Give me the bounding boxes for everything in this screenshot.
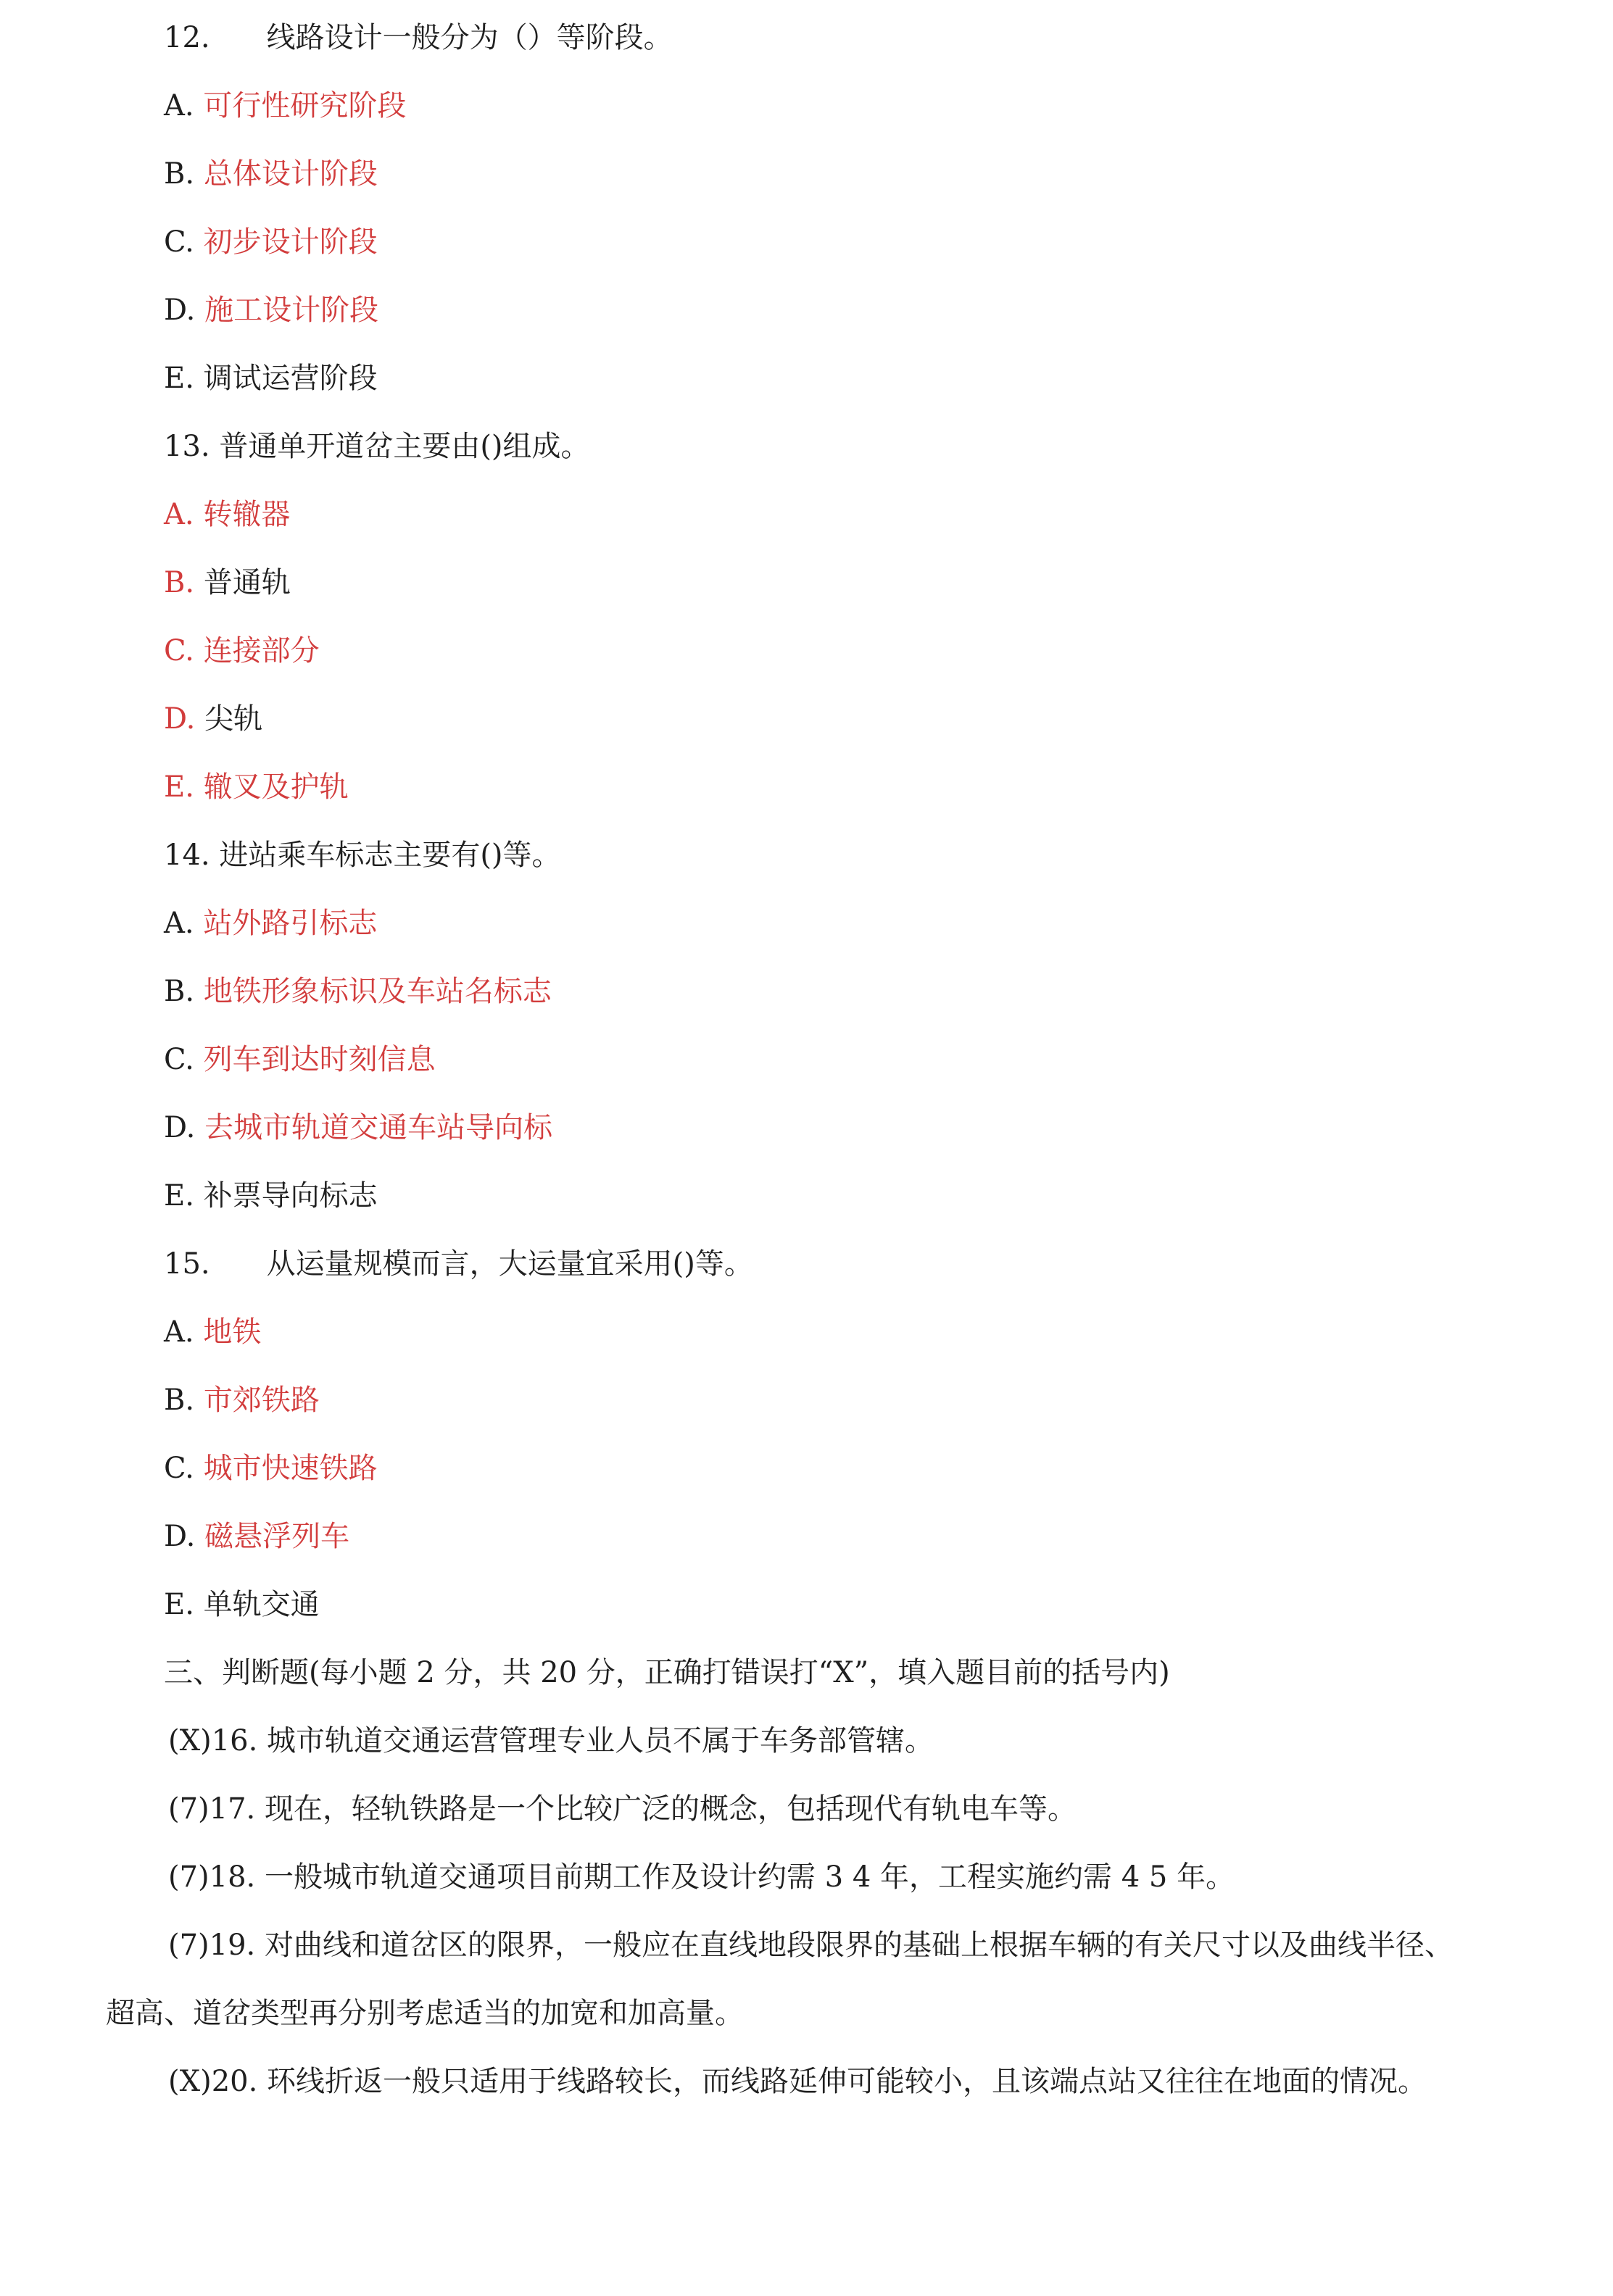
option-letter: B. xyxy=(164,157,195,191)
option-text: 转辙器 xyxy=(203,498,291,531)
q15-option-e xyxy=(164,1586,320,1623)
option-text: 总体设计阶段 xyxy=(203,157,378,191)
q12-option-d xyxy=(164,291,378,329)
q15-option-c xyxy=(164,1449,378,1487)
option-letter: C. xyxy=(164,1452,194,1485)
option-letter: D. xyxy=(164,1520,196,1553)
option-letter: B. xyxy=(164,1384,195,1417)
q14-question-text: 14. 进站乘车标志主要有()等。 xyxy=(164,839,561,872)
q12-option-a xyxy=(164,87,406,125)
q12-question-line xyxy=(164,19,673,57)
q15-question-line xyxy=(164,1245,753,1283)
option-text: 调试运营阶段 xyxy=(203,362,378,395)
q15-question-text: 从运量规模而言，大运量宜采用()等。 xyxy=(266,1247,753,1281)
q13-option-b xyxy=(164,564,291,602)
q15-option-b xyxy=(164,1381,320,1419)
option-letter: C. xyxy=(164,634,194,667)
option-text: 施工设计阶段 xyxy=(204,294,379,327)
q14-option-e xyxy=(164,1177,378,1215)
option-letter: D. xyxy=(164,702,196,736)
option-letter: A. xyxy=(164,89,194,122)
q15-number: 15. xyxy=(164,1247,210,1281)
section3-heading: 三、判断题(每小题 2 分，共 20 分，正确打错误打“X”，填入题目前的括号内) xyxy=(164,1656,1170,1689)
option-letter: E. xyxy=(164,362,194,395)
q12-option-c xyxy=(164,223,378,261)
option-text: 地铁 xyxy=(203,1315,262,1349)
q15-option-a xyxy=(164,1313,261,1351)
option-letter: A. xyxy=(164,907,194,940)
option-text: 磁悬浮列车 xyxy=(204,1520,350,1553)
option-text: 连接部分 xyxy=(203,634,320,667)
q13-option-d xyxy=(164,700,262,738)
q14-question-line xyxy=(164,836,561,874)
option-letter: A. xyxy=(164,1315,194,1349)
option-letter: E. xyxy=(164,770,194,804)
q13-option-e xyxy=(164,768,349,806)
judgement-19-line-2: 超高、道岔类型再分别考虑适当的加宽和加高量。 xyxy=(106,1997,744,2030)
q12-question-text: 线路设计一般分为（）等阶段。 xyxy=(266,21,673,54)
option-text: 普通轨 xyxy=(203,566,291,599)
judgement-18: (7)18. 一般城市轨道交通项目前期工作及设计约需 3 4 年，工程实施约需 4 5 年。 xyxy=(168,1860,1235,1894)
q14-option-b xyxy=(164,973,552,1010)
option-letter: D. xyxy=(164,294,196,327)
option-letter: B. xyxy=(164,975,195,1008)
option-text: 地铁形象标识及车站名标志 xyxy=(203,975,552,1008)
q12-option-e xyxy=(164,359,378,397)
q13-question-text: 13. 普通单开道岔主要由()组成。 xyxy=(164,430,590,463)
option-text: 市郊铁路 xyxy=(203,1384,320,1417)
q12-number: 12. xyxy=(164,21,210,54)
option-text: 去城市轨道交通车站导向标 xyxy=(204,1111,553,1144)
option-text: 城市快速铁路 xyxy=(203,1452,378,1485)
judgement-17: (7)17. 现在，轻轨铁路是一个比较广泛的概念，包括现代有轨电车等。 xyxy=(168,1792,1077,1826)
q13-option-a xyxy=(164,496,290,533)
option-text: 站外路引标志 xyxy=(203,907,378,940)
judgement-20: (X)20. 环线折返一般只适用于线路较长，而线路延伸可能较小，且该端点站又往往在地面的情况。 xyxy=(168,2065,1427,2098)
option-letter: C. xyxy=(164,225,194,259)
option-letter: C. xyxy=(164,1043,194,1076)
option-letter: D. xyxy=(164,1111,196,1144)
q14-option-a xyxy=(164,904,377,942)
q14-option-d xyxy=(164,1109,552,1147)
judgement-16: (X)16. 城市轨道交通运营管理专业人员不属于车务部管辖。 xyxy=(168,1724,934,1758)
option-text: 单轨交通 xyxy=(203,1588,320,1621)
option-text: 尖轨 xyxy=(204,702,263,736)
option-letter: E. xyxy=(164,1588,194,1621)
q14-option-c xyxy=(164,1041,436,1078)
option-letter: E. xyxy=(164,1179,194,1213)
option-text: 补票导向标志 xyxy=(203,1179,378,1213)
option-text: 列车到达时刻信息 xyxy=(203,1043,436,1076)
q13-question-line xyxy=(164,428,590,465)
q12-option-b xyxy=(164,155,378,193)
judgement-19-line-1: (7)19. 对曲线和道岔区的限界，一般应在直线地段限界的基础上根据车辆的有关尺寸以及曲线半径、 xyxy=(168,1929,1454,1962)
option-text: 可行性研究阶段 xyxy=(203,89,407,122)
option-letter: A. xyxy=(164,498,194,531)
option-text: 初步设计阶段 xyxy=(203,225,378,259)
option-letter: B. xyxy=(164,566,195,599)
option-text: 辙叉及护轨 xyxy=(203,770,349,804)
q13-option-c xyxy=(164,632,320,670)
q15-option-d xyxy=(164,1518,349,1555)
